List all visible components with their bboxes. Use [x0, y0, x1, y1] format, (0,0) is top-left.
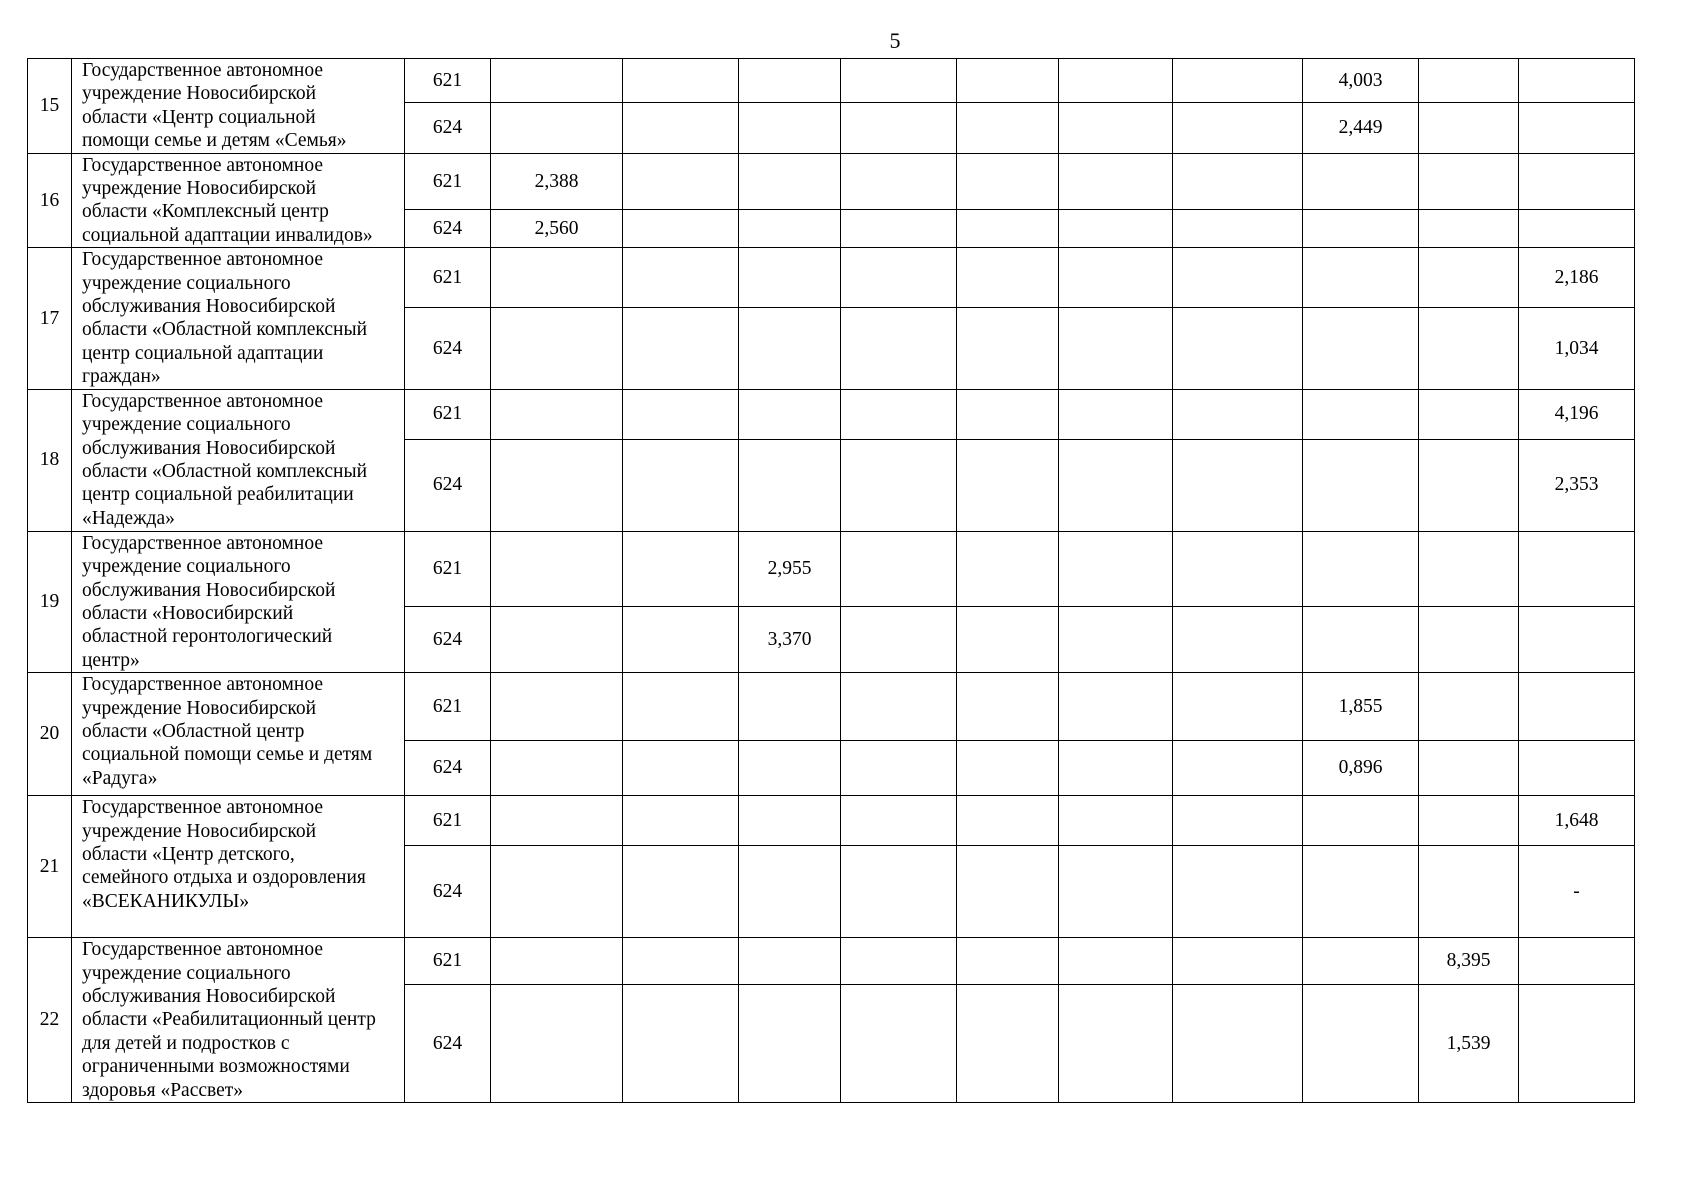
institution-name-line: центр социальной реабилитации	[82, 484, 354, 506]
value-cell	[739, 846, 841, 938]
expense-type-code: 624	[405, 741, 491, 796]
expense-type-code: 624	[405, 606, 491, 672]
value-cell	[1519, 938, 1635, 985]
value-cell	[1519, 606, 1635, 672]
institution-name-line: ограниченными возможностями	[82, 1056, 350, 1078]
table-row	[28, 59, 1635, 103]
expense-type-code: 621	[405, 938, 491, 985]
institution-name-line: семейного отдыха и оздоровления	[82, 867, 366, 889]
value-cell	[841, 248, 957, 308]
value-cell	[1059, 103, 1173, 153]
value-cell	[1059, 606, 1173, 672]
expense-type-code: 621	[405, 531, 491, 606]
value-cell	[1303, 308, 1419, 389]
institution-name-line: «Радуга»	[82, 767, 158, 789]
row-number: 16	[28, 153, 72, 248]
value-cell	[841, 209, 957, 247]
value-cell	[1419, 673, 1519, 741]
value-cell	[957, 846, 1059, 938]
value-cell	[491, 308, 623, 389]
institution-name-line: для детей и подростков с	[82, 1032, 290, 1054]
value-cell	[739, 796, 841, 846]
value-cell	[739, 985, 841, 1103]
value-cell	[623, 938, 739, 985]
institution-name-line: центр»	[82, 649, 140, 671]
value-cell	[491, 846, 623, 938]
value-cell	[1419, 248, 1519, 308]
value-cell	[1419, 209, 1519, 247]
value-cell	[841, 985, 957, 1103]
institution-name-line: Государственное автономное	[82, 797, 323, 819]
table-row	[28, 389, 1635, 439]
expense-type-code: 624	[405, 308, 491, 389]
value-cell	[1173, 938, 1303, 985]
value-cell	[1059, 796, 1173, 846]
row-number: 15	[28, 59, 72, 154]
value-cell	[1173, 308, 1303, 389]
value-cell	[957, 389, 1059, 439]
institution-name-line: областной геронтологический	[82, 626, 333, 648]
institution-name-line: учреждение социального	[82, 414, 291, 436]
value-cell	[491, 531, 623, 606]
value-cell	[739, 103, 841, 153]
value-cell	[739, 59, 841, 103]
value-cell	[841, 103, 957, 153]
value-cell	[1173, 209, 1303, 247]
institution-name-line: учреждение Новосибирской	[82, 697, 317, 719]
expense-type-code: 624	[405, 846, 491, 938]
value-cell	[1059, 846, 1173, 938]
institution-name	[72, 796, 405, 938]
institution-name	[72, 673, 405, 796]
institution-name	[72, 938, 405, 1103]
value-cell	[1173, 741, 1303, 796]
value-cell	[1173, 606, 1303, 672]
institution-name-line: Государственное автономное	[82, 939, 323, 961]
value-cell	[1173, 673, 1303, 741]
value-cell	[957, 153, 1059, 209]
value-cell	[491, 741, 623, 796]
value-cell	[841, 389, 957, 439]
expense-type-code: 624	[405, 985, 491, 1103]
value-cell	[841, 59, 957, 103]
value-cell	[623, 103, 739, 153]
value-cell: 2,186	[1519, 248, 1635, 308]
institution-name-line: области «Областной комплексный	[82, 319, 368, 341]
row-number: 19	[28, 531, 72, 672]
expense-type-code: 621	[405, 389, 491, 439]
value-cell	[739, 389, 841, 439]
institution-name	[72, 389, 405, 531]
value-cell	[491, 796, 623, 846]
institution-name-line: здоровья «Рассвет»	[82, 1079, 244, 1101]
value-cell	[491, 439, 623, 531]
value-cell	[1419, 741, 1519, 796]
value-cell	[739, 153, 841, 209]
value-cell	[957, 796, 1059, 846]
value-cell	[957, 59, 1059, 103]
value-cell	[841, 531, 957, 606]
value-cell	[1059, 673, 1173, 741]
value-cell	[957, 248, 1059, 308]
expense-type-code: 621	[405, 796, 491, 846]
value-cell	[1519, 531, 1635, 606]
institution-name-line: Государственное автономное	[82, 249, 323, 271]
value-cell	[1173, 59, 1303, 103]
value-cell	[841, 439, 957, 531]
value-cell	[1419, 389, 1519, 439]
value-cell: 4,196	[1519, 389, 1635, 439]
value-cell	[1419, 59, 1519, 103]
institution-name-line: учреждение Новосибирской	[82, 83, 317, 105]
value-cell	[1173, 153, 1303, 209]
value-cell	[1059, 153, 1173, 209]
value-cell	[623, 846, 739, 938]
institution-name-line: Государственное автономное	[82, 532, 323, 554]
value-cell	[1419, 308, 1519, 389]
institution-name-line: области «Центр детского,	[82, 843, 295, 865]
row-number: 18	[28, 389, 72, 531]
value-cell	[491, 985, 623, 1103]
institution-name-line: Государственное автономное	[82, 674, 323, 696]
value-cell: 1,648	[1519, 796, 1635, 846]
value-cell	[491, 59, 623, 103]
value-cell	[1059, 741, 1173, 796]
value-cell	[1303, 531, 1419, 606]
value-cell: 8,395	[1419, 938, 1519, 985]
value-cell: 4,003	[1303, 59, 1419, 103]
value-cell	[1519, 153, 1635, 209]
value-cell	[623, 209, 739, 247]
value-cell	[739, 209, 841, 247]
expense-type-code: 621	[405, 248, 491, 308]
value-cell	[1303, 846, 1419, 938]
value-cell	[841, 938, 957, 985]
value-cell	[1419, 531, 1519, 606]
value-cell	[739, 673, 841, 741]
value-cell	[957, 209, 1059, 247]
expense-type-code: 624	[405, 439, 491, 531]
value-cell	[841, 796, 957, 846]
institution-name-line: области «Реабилитационный центр	[82, 1009, 376, 1031]
institution-name-line: «ВСЕКАНИКУЛЫ»	[82, 890, 250, 912]
institution-name-line: области «Областной комплексный	[82, 460, 368, 482]
table-row	[28, 938, 1635, 985]
value-cell	[623, 439, 739, 531]
page-number: 5	[889, 28, 901, 53]
value-cell	[623, 985, 739, 1103]
institution-name	[72, 59, 405, 154]
value-cell	[491, 606, 623, 672]
value-cell	[1303, 985, 1419, 1103]
value-cell	[1419, 103, 1519, 153]
value-cell	[1059, 209, 1173, 247]
value-cell	[1173, 439, 1303, 531]
institution-name-line: области «Областной центр	[82, 720, 305, 742]
value-cell	[841, 153, 957, 209]
institution-name	[72, 531, 405, 672]
value-cell	[957, 985, 1059, 1103]
value-cell: 2,955	[739, 531, 841, 606]
value-cell	[957, 439, 1059, 531]
value-cell	[1419, 606, 1519, 672]
value-cell	[491, 103, 623, 153]
value-cell	[1303, 938, 1419, 985]
value-cell	[1059, 439, 1173, 531]
value-cell	[739, 308, 841, 389]
institution-name-line: учреждение социального	[82, 962, 291, 984]
value-cell	[841, 308, 957, 389]
value-cell	[957, 103, 1059, 153]
value-cell: -	[1519, 846, 1635, 938]
value-cell: 2,353	[1519, 439, 1635, 531]
row-number: 17	[28, 248, 72, 389]
value-cell	[1419, 796, 1519, 846]
table-row	[28, 531, 1635, 606]
value-cell: 2,449	[1303, 103, 1419, 153]
value-cell	[1419, 439, 1519, 531]
value-cell: 1,034	[1519, 308, 1635, 389]
value-cell	[957, 741, 1059, 796]
value-cell	[491, 389, 623, 439]
value-cell	[623, 248, 739, 308]
row-number: 20	[28, 673, 72, 796]
value-cell	[1059, 248, 1173, 308]
institution-name-line: области «Комплексный центр	[82, 201, 329, 223]
value-cell	[957, 531, 1059, 606]
value-cell	[1303, 439, 1419, 531]
value-cell	[1303, 248, 1419, 308]
value-cell	[841, 673, 957, 741]
value-cell: 2,560	[491, 209, 623, 247]
value-cell	[491, 673, 623, 741]
institution-name-line: социальной адаптации инвалидов»	[82, 224, 373, 246]
expense-type-code: 621	[405, 673, 491, 741]
institution-name	[72, 153, 405, 248]
institution-name-line: учреждение социального	[82, 272, 291, 294]
table-row	[28, 673, 1635, 741]
value-cell: 1,539	[1419, 985, 1519, 1103]
table-row	[28, 248, 1635, 308]
value-cell	[739, 248, 841, 308]
expense-type-code: 621	[405, 59, 491, 103]
value-cell: 2,388	[491, 153, 623, 209]
expense-type-code: 624	[405, 209, 491, 247]
institution-name-line: Государственное автономное	[82, 390, 323, 412]
value-cell	[1173, 103, 1303, 153]
allocation-table	[27, 58, 1635, 1103]
institution-name-line: «Надежда»	[82, 507, 175, 529]
value-cell	[1173, 248, 1303, 308]
value-cell	[957, 308, 1059, 389]
value-cell	[623, 606, 739, 672]
value-cell	[1303, 153, 1419, 209]
institution-name-line: обслуживания Новосибирской	[82, 579, 336, 601]
value-cell	[1059, 938, 1173, 985]
institution-name-line: обслуживания Новосибирской	[82, 437, 336, 459]
institution-name-line: Государственное автономное	[82, 154, 323, 176]
value-cell	[841, 741, 957, 796]
institution-name-line: области «Центр социальной	[82, 106, 316, 128]
institution-name-line: центр социальной адаптации	[82, 342, 324, 364]
value-cell	[491, 938, 623, 985]
value-cell	[1173, 985, 1303, 1103]
value-cell	[1519, 103, 1635, 153]
institution-name-line: учреждение Новосибирской	[82, 178, 317, 200]
value-cell	[957, 606, 1059, 672]
value-cell	[1519, 59, 1635, 103]
value-cell	[1173, 796, 1303, 846]
value-cell: 3,370	[739, 606, 841, 672]
value-cell	[623, 153, 739, 209]
value-cell	[957, 938, 1059, 985]
row-number: 22	[28, 938, 72, 1103]
institution-name-line: учреждение социального	[82, 556, 291, 578]
value-cell	[1059, 308, 1173, 389]
value-cell	[1303, 389, 1419, 439]
value-cell	[623, 59, 739, 103]
institution-name-line: обслуживания Новосибирской	[82, 296, 336, 318]
value-cell	[1303, 606, 1419, 672]
value-cell	[1519, 209, 1635, 247]
value-cell	[1059, 531, 1173, 606]
value-cell	[1303, 209, 1419, 247]
value-cell	[739, 439, 841, 531]
institution-name-line: учреждение Новосибирской	[82, 820, 317, 842]
institution-name-line: помощи семье и детям «Семья»	[82, 130, 347, 152]
value-cell	[1059, 985, 1173, 1103]
value-cell	[739, 938, 841, 985]
value-cell	[623, 389, 739, 439]
institution-name-line: граждан»	[82, 366, 161, 388]
institution-name-line: социальной помощи семье и детям	[82, 744, 373, 766]
institution-name	[72, 248, 405, 389]
value-cell	[1059, 59, 1173, 103]
value-cell	[623, 308, 739, 389]
value-cell	[841, 846, 957, 938]
value-cell	[623, 531, 739, 606]
value-cell	[1419, 153, 1519, 209]
value-cell	[1059, 389, 1173, 439]
value-cell	[623, 673, 739, 741]
value-cell	[957, 673, 1059, 741]
value-cell	[1173, 846, 1303, 938]
value-cell	[1519, 985, 1635, 1103]
table-row	[28, 796, 1635, 846]
institution-name-line: обслуживания Новосибирской	[82, 985, 336, 1007]
table-row	[28, 153, 1635, 209]
value-cell: 0,896	[1303, 741, 1419, 796]
value-cell	[1519, 741, 1635, 796]
value-cell	[841, 606, 957, 672]
value-cell	[1519, 673, 1635, 741]
expense-type-code: 624	[405, 103, 491, 153]
value-cell	[623, 796, 739, 846]
value-cell	[623, 741, 739, 796]
value-cell	[1303, 796, 1419, 846]
value-cell	[491, 248, 623, 308]
row-number: 21	[28, 796, 72, 938]
expense-type-code: 621	[405, 153, 491, 209]
value-cell	[1173, 389, 1303, 439]
value-cell: 1,855	[1303, 673, 1419, 741]
institution-name-line: области «Новосибирский	[82, 602, 294, 624]
institution-name-line: Государственное автономное	[82, 60, 323, 81]
value-cell	[1173, 531, 1303, 606]
value-cell	[739, 741, 841, 796]
value-cell	[1419, 846, 1519, 938]
